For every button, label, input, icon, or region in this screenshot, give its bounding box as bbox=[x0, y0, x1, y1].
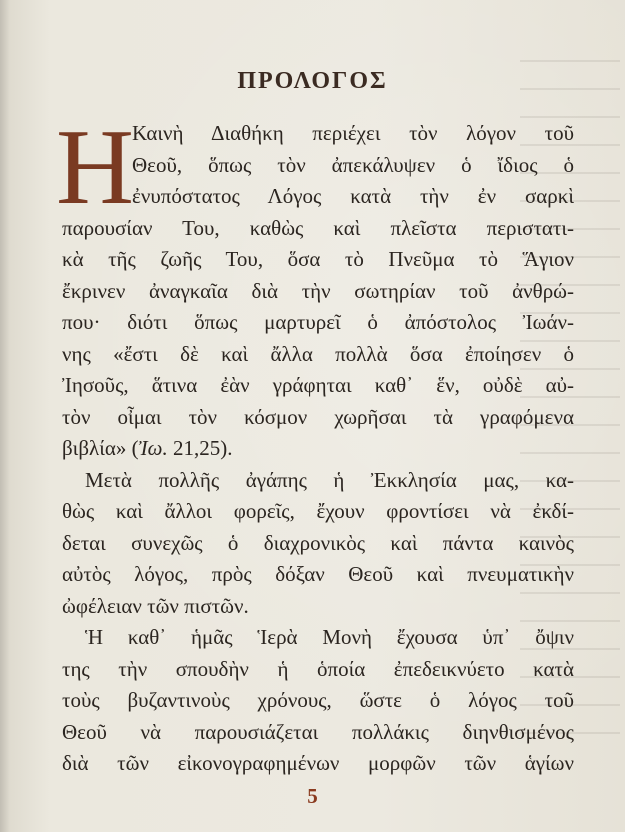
text-line: Ἰησοῦς, ἅτινα ἐὰν γράφηται καθ᾽ ἕν, οὐδὲ αὐ- bbox=[62, 373, 574, 397]
text-line: αὐτὸς λόγος, πρὸς δόξαν Θεοῦ καὶ πνευματικὴν bbox=[62, 562, 574, 586]
text-line: τὸν οἶμαι τὸν κόσμον χωρῆσαι τὰ γραφόμενα bbox=[62, 404, 574, 429]
text-line: παρουσίαν Του, καθὼς καὶ πλεῖστα περιστατι- bbox=[62, 215, 574, 240]
text-line: Ἡ καθ᾽ ἡμᾶς Ἱερὰ Μονὴ ἔχουσα ὑπ᾽ ὄψιν bbox=[85, 625, 574, 649]
text-line: ὠφέλειαν τῶν πιστῶν. bbox=[62, 593, 249, 618]
text-line: ἐνυπόστατος Λόγος κατὰ τὴν ἐν σαρκὶ bbox=[132, 184, 574, 208]
text-fragment: βιβλία» ( bbox=[62, 436, 139, 460]
page-title: ΠΡΟΛΟΓΟΣ bbox=[237, 68, 388, 94]
page-number: 5 bbox=[307, 784, 318, 808]
text-line: νης «ἔστι δὲ καὶ ἄλλα πολλὰ ὅσα ἐποίησεν ὁ bbox=[62, 341, 574, 366]
scripture-reference: Ἰω. bbox=[138, 436, 168, 460]
text-line: τοὺς βυζαντινοὺς χρόνους, ὥστε ὁ λόγος τοῦ bbox=[62, 688, 574, 712]
text-line: της τὴν σπουδὴν ἡ ὁποία ἐπεδεικνύετο κατὰ bbox=[62, 656, 574, 681]
text-fragment: 21,25). bbox=[167, 436, 233, 460]
text-line-with-reference bbox=[62, 433, 574, 465]
text-line: διὰ τῶν εἰκονογραφημένων μορφῶν τῶν ἁγίων bbox=[62, 751, 574, 775]
text-line: Θεοῦ, ὅπως τὸν ἀπεκάλυψεν ὁ ἴδιος ὁ bbox=[132, 152, 574, 177]
text-line: που· διότι ὅπως μαρτυρεῖ ὁ ἀπόστολος Ἰωάν- bbox=[62, 310, 574, 334]
text-line: ἔκρινεν ἀναγκαῖα διὰ τὴν σωτηρίαν τοῦ ἀνθρώ- bbox=[62, 278, 574, 303]
text-line: κὰ τῆς ζωῆς Του, ὅσα τὸ Πνεῦμα τὸ Ἅγιον bbox=[62, 247, 574, 271]
text-line: θὼς καὶ ἄλλοι φορεῖς, ἔχουν φροντίσει νὰ ἐκδί- bbox=[62, 499, 574, 523]
text-line: Καινὴ Διαθήκη περιέχει τὸν λόγον τοῦ bbox=[132, 121, 574, 145]
page-gutter-shadow bbox=[0, 0, 10, 832]
text-line: Θεοῦ νὰ παρουσιάζεται πολλάκις διηνθισμένος bbox=[62, 719, 574, 744]
text-line: Μετὰ πολλῆς ἀγάπης ἡ Ἐκκλησία μας, κα- bbox=[85, 467, 574, 492]
body-text bbox=[56, 108, 574, 780]
drop-cap: Η bbox=[56, 108, 134, 227]
text-line: δεται συνεχῶς ὁ διαχρονικὸς καὶ πάντα καινὸς bbox=[62, 530, 574, 555]
